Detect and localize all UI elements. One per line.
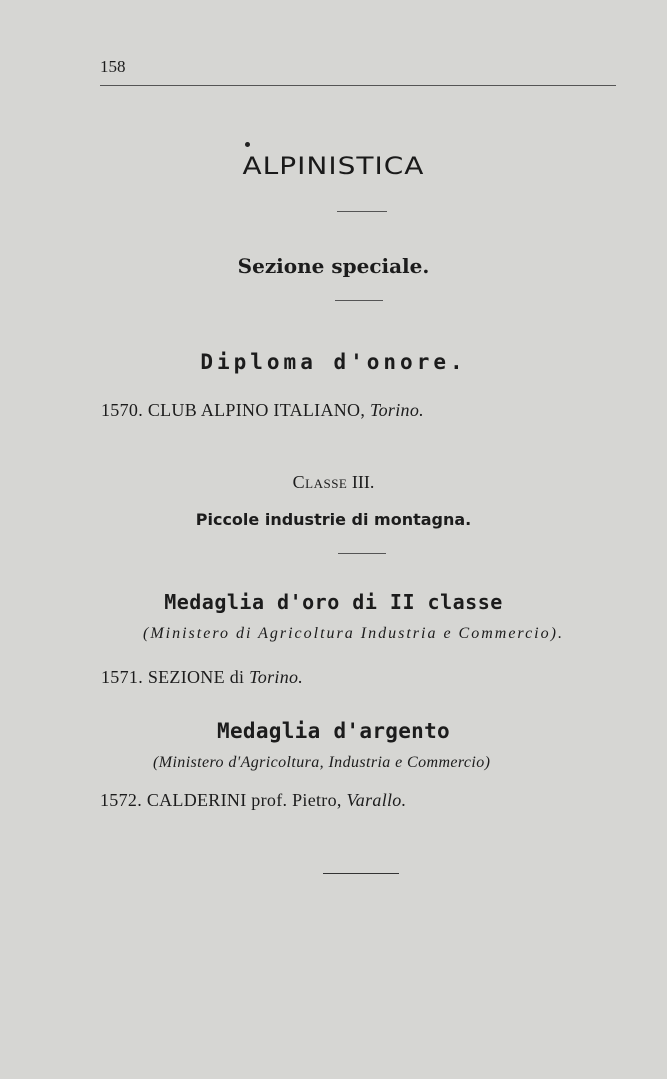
section-subtitle: Sezione speciale. [237, 254, 430, 278]
entry-1571 [101, 667, 303, 688]
award-heading-diploma: Diploma d'onore. [200, 350, 467, 374]
class-divider [338, 553, 386, 554]
entry-number: 1571. [101, 667, 143, 687]
ministry-note-gold: (Ministero di Agricoltura Industria e Commercio). [143, 625, 564, 642]
class-subtitle: Piccole industrie di montagna. [195, 510, 472, 529]
header-rule [100, 85, 616, 86]
entry-name: CALDERINI prof. Pietro, [146, 790, 342, 810]
subtitle-divider [335, 300, 383, 301]
class-heading [0, 472, 667, 493]
entry-name: CLUB ALPINO ITALIANO, [147, 400, 366, 420]
entry-place: Torino. [369, 400, 424, 420]
entry-place: Torino. [249, 667, 304, 687]
ministry-note-silver: (Ministero d'Agricoltura, Industria e Commercio) [153, 754, 491, 771]
entry-number: 1572. [100, 790, 142, 810]
entry-name: SEZIONE di [147, 667, 245, 687]
class-numeral: III. [351, 472, 375, 492]
closing-rule [323, 873, 399, 874]
entry-number: 1570. [101, 400, 143, 420]
entry-place: Varallo. [346, 790, 407, 810]
page-number: 158 [100, 57, 126, 76]
award-heading-gold-medal: Medaglia d'oro di II classe [164, 590, 503, 614]
title-divider [337, 211, 387, 212]
entry-1570 [101, 400, 424, 421]
class-label: Classe [292, 472, 348, 492]
award-heading-silver-medal: Medaglia d'argento [217, 719, 450, 743]
title-dot-ornament [245, 142, 250, 147]
entry-1572 [100, 790, 406, 811]
main-title: ALPINISTICA [242, 152, 425, 181]
